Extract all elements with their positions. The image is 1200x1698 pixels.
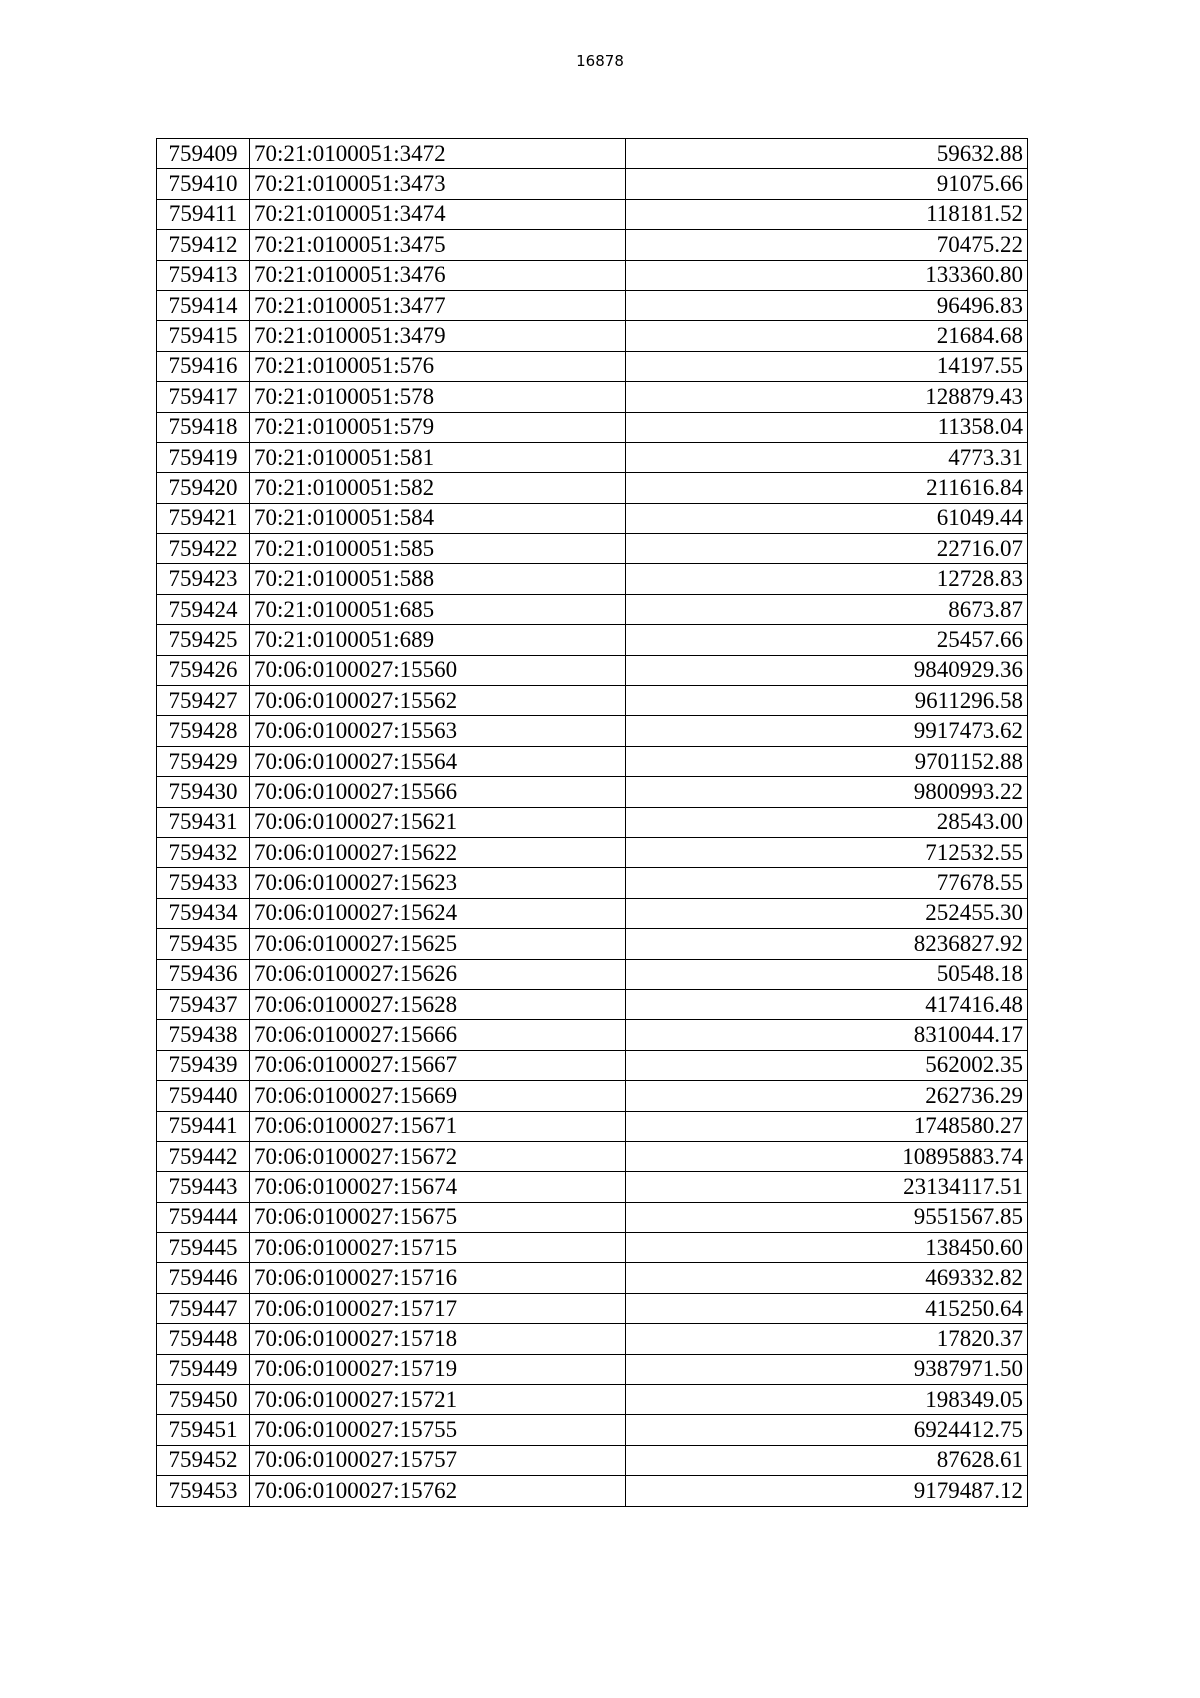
row-number-cell: 759446	[157, 1263, 250, 1293]
row-number-cell: 759440	[157, 1081, 250, 1111]
table-row	[157, 139, 1028, 169]
cadastral-number-cell: 70:21:0100051:3474	[250, 199, 626, 229]
cadastral-value-cell: 4773.31	[626, 442, 1028, 472]
table-row	[157, 564, 1028, 594]
row-number-cell: 759453	[157, 1476, 250, 1506]
row-number-cell: 759411	[157, 199, 250, 229]
cadastral-number-cell: 70:21:0100051:689	[250, 625, 626, 655]
table-row	[157, 746, 1028, 776]
table-row	[157, 351, 1028, 381]
cadastral-number-cell: 70:06:0100027:15757	[250, 1445, 626, 1475]
table-row	[157, 655, 1028, 685]
cadastral-value-cell: 21684.68	[626, 321, 1028, 351]
row-number-cell: 759421	[157, 503, 250, 533]
cadastral-value-cell: 9551567.85	[626, 1202, 1028, 1232]
cadastral-value-cell: 469332.82	[626, 1263, 1028, 1293]
cadastral-number-cell: 70:06:0100027:15762	[250, 1476, 626, 1506]
table-body	[157, 139, 1028, 1507]
cadastral-number-cell: 70:06:0100027:15721	[250, 1385, 626, 1415]
table-row	[157, 199, 1028, 229]
cadastral-value-cell: 22716.07	[626, 534, 1028, 564]
cadastral-value-cell: 8236827.92	[626, 929, 1028, 959]
row-number-cell: 759439	[157, 1050, 250, 1080]
cadastral-number-cell: 70:06:0100027:15671	[250, 1111, 626, 1141]
cadastral-value-cell: 1748580.27	[626, 1111, 1028, 1141]
row-number-cell: 759450	[157, 1385, 250, 1415]
cadastral-value-cell: 87628.61	[626, 1445, 1028, 1475]
cadastral-number-cell: 70:21:0100051:3472	[250, 139, 626, 169]
table-row	[157, 716, 1028, 746]
row-number-cell: 759442	[157, 1141, 250, 1171]
cadastral-number-cell: 70:21:0100051:3479	[250, 321, 626, 351]
cadastral-value-cell: 23134117.51	[626, 1172, 1028, 1202]
table-row	[157, 1141, 1028, 1171]
table-row	[157, 1111, 1028, 1141]
row-number-cell: 759441	[157, 1111, 250, 1141]
row-number-cell: 759423	[157, 564, 250, 594]
row-number-cell: 759424	[157, 594, 250, 624]
cadastral-number-cell: 70:06:0100027:15674	[250, 1172, 626, 1202]
cadastral-number-cell: 70:06:0100027:15715	[250, 1233, 626, 1263]
cadastral-value-cell: 133360.80	[626, 260, 1028, 290]
table-row	[157, 929, 1028, 959]
table-row	[157, 1476, 1028, 1506]
table-row	[157, 1354, 1028, 1384]
cadastral-number-cell: 70:06:0100027:15716	[250, 1263, 626, 1293]
cadastral-value-cell: 118181.52	[626, 199, 1028, 229]
table-row	[157, 169, 1028, 199]
cadastral-value-cell: 9701152.88	[626, 746, 1028, 776]
cadastral-number-cell: 70:21:0100051:588	[250, 564, 626, 594]
cadastral-value-cell: 61049.44	[626, 503, 1028, 533]
cadastral-value-cell: 50548.18	[626, 959, 1028, 989]
cadastral-value-cell: 77678.55	[626, 868, 1028, 898]
cadastral-number-cell: 70:06:0100027:15560	[250, 655, 626, 685]
table-row	[157, 534, 1028, 564]
cadastral-number-cell: 70:21:0100051:576	[250, 351, 626, 381]
table-row	[157, 1263, 1028, 1293]
cadastral-number-cell: 70:06:0100027:15621	[250, 807, 626, 837]
table-row	[157, 412, 1028, 442]
table-row	[157, 898, 1028, 928]
row-number-cell: 759444	[157, 1202, 250, 1232]
table-row	[157, 1415, 1028, 1445]
row-number-cell: 759433	[157, 868, 250, 898]
table-row	[157, 473, 1028, 503]
row-number-cell: 759427	[157, 686, 250, 716]
table-row	[157, 959, 1028, 989]
cadastral-value-cell: 70475.22	[626, 230, 1028, 260]
cadastral-value-cell: 138450.60	[626, 1233, 1028, 1263]
cadastral-value-cell: 25457.66	[626, 625, 1028, 655]
cadastral-number-cell: 70:06:0100027:15667	[250, 1050, 626, 1080]
cadastral-value-cell: 14197.55	[626, 351, 1028, 381]
cadastral-value-cell: 198349.05	[626, 1385, 1028, 1415]
cadastral-number-cell: 70:06:0100027:15623	[250, 868, 626, 898]
row-number-cell: 759428	[157, 716, 250, 746]
cadastral-number-cell: 70:06:0100027:15622	[250, 837, 626, 867]
table-row	[157, 1202, 1028, 1232]
row-number-cell: 759452	[157, 1445, 250, 1475]
table-row	[157, 321, 1028, 351]
cadastral-value-cell: 91075.66	[626, 169, 1028, 199]
cadastral-number-cell: 70:06:0100027:15666	[250, 1020, 626, 1050]
table-row	[157, 1324, 1028, 1354]
table-row	[157, 1050, 1028, 1080]
cadastral-value-cell: 17820.37	[626, 1324, 1028, 1354]
table-row	[157, 290, 1028, 320]
page-number: 16878	[576, 52, 624, 70]
cadastral-number-cell: 70:21:0100051:3476	[250, 260, 626, 290]
table-row	[157, 807, 1028, 837]
cadastral-number-cell: 70:06:0100027:15563	[250, 716, 626, 746]
table-row	[157, 594, 1028, 624]
cadastral-number-cell: 70:21:0100051:3477	[250, 290, 626, 320]
cadastral-number-cell: 70:06:0100027:15669	[250, 1081, 626, 1111]
row-number-cell: 759448	[157, 1324, 250, 1354]
cadastral-number-cell: 70:21:0100051:579	[250, 412, 626, 442]
cadastral-value-cell: 59632.88	[626, 139, 1028, 169]
cadastral-value-cell: 8673.87	[626, 594, 1028, 624]
row-number-cell: 759417	[157, 382, 250, 412]
row-number-cell: 759430	[157, 777, 250, 807]
row-number-cell: 759420	[157, 473, 250, 503]
cadastral-number-cell: 70:06:0100027:15625	[250, 929, 626, 959]
table-row	[157, 625, 1028, 655]
row-number-cell: 759432	[157, 837, 250, 867]
cadastral-value-cell: 28543.00	[626, 807, 1028, 837]
cadastral-value-cell: 11358.04	[626, 412, 1028, 442]
cadastral-number-cell: 70:06:0100027:15624	[250, 898, 626, 928]
table-row	[157, 837, 1028, 867]
table-row	[157, 230, 1028, 260]
cadastral-number-cell: 70:06:0100027:15564	[250, 746, 626, 776]
table-row	[157, 1293, 1028, 1323]
cadastral-value-cell: 9800993.22	[626, 777, 1028, 807]
cadastral-value-cell: 417416.48	[626, 989, 1028, 1019]
cadastral-value-cell: 8310044.17	[626, 1020, 1028, 1050]
row-number-cell: 759412	[157, 230, 250, 260]
row-number-cell: 759416	[157, 351, 250, 381]
row-number-cell: 759414	[157, 290, 250, 320]
table-row	[157, 989, 1028, 1019]
cadastral-value-cell: 712532.55	[626, 837, 1028, 867]
cadastral-number-cell: 70:21:0100051:3475	[250, 230, 626, 260]
cadastral-number-cell: 70:06:0100027:15566	[250, 777, 626, 807]
row-number-cell: 759426	[157, 655, 250, 685]
table-row	[157, 1385, 1028, 1415]
row-number-cell: 759436	[157, 959, 250, 989]
table-row	[157, 1445, 1028, 1475]
table-row	[157, 686, 1028, 716]
table-row	[157, 503, 1028, 533]
row-number-cell: 759413	[157, 260, 250, 290]
cadastral-number-cell: 70:21:0100051:685	[250, 594, 626, 624]
cadastral-number-cell: 70:06:0100027:15755	[250, 1415, 626, 1445]
row-number-cell: 759419	[157, 442, 250, 472]
table-row	[157, 260, 1028, 290]
cadastral-value-cell: 10895883.74	[626, 1141, 1028, 1171]
cadastral-value-cell: 211616.84	[626, 473, 1028, 503]
cadastral-value-cell: 9917473.62	[626, 716, 1028, 746]
table-row	[157, 382, 1028, 412]
row-number-cell: 759425	[157, 625, 250, 655]
cadastral-value-cell: 262736.29	[626, 1081, 1028, 1111]
table-row	[157, 777, 1028, 807]
row-number-cell: 759447	[157, 1293, 250, 1323]
row-number-cell: 759422	[157, 534, 250, 564]
table-row	[157, 1172, 1028, 1202]
row-number-cell: 759449	[157, 1354, 250, 1384]
cadastral-number-cell: 70:06:0100027:15675	[250, 1202, 626, 1232]
cadastral-value-cell: 9611296.58	[626, 686, 1028, 716]
row-number-cell: 759418	[157, 412, 250, 442]
cadastral-value-cell: 6924412.75	[626, 1415, 1028, 1445]
cadastral-number-cell: 70:06:0100027:15717	[250, 1293, 626, 1323]
row-number-cell: 759431	[157, 807, 250, 837]
row-number-cell: 759445	[157, 1233, 250, 1263]
row-number-cell: 759415	[157, 321, 250, 351]
cadastral-number-cell: 70:06:0100027:15562	[250, 686, 626, 716]
cadastral-number-cell: 70:06:0100027:15626	[250, 959, 626, 989]
cadastral-number-cell: 70:21:0100051:581	[250, 442, 626, 472]
cadastral-number-cell: 70:06:0100027:15672	[250, 1141, 626, 1171]
cadastral-number-cell: 70:21:0100051:3473	[250, 169, 626, 199]
table-row	[157, 1020, 1028, 1050]
row-number-cell: 759410	[157, 169, 250, 199]
row-number-cell: 759409	[157, 139, 250, 169]
cadastral-value-cell: 12728.83	[626, 564, 1028, 594]
row-number-cell: 759443	[157, 1172, 250, 1202]
cadastral-value-table	[156, 138, 1028, 1507]
cadastral-number-cell: 70:21:0100051:582	[250, 473, 626, 503]
cadastral-number-cell: 70:21:0100051:584	[250, 503, 626, 533]
row-number-cell: 759434	[157, 898, 250, 928]
cadastral-value-cell: 96496.83	[626, 290, 1028, 320]
cadastral-value-cell: 415250.64	[626, 1293, 1028, 1323]
cadastral-number-cell: 70:21:0100051:585	[250, 534, 626, 564]
cadastral-value-cell: 252455.30	[626, 898, 1028, 928]
cadastral-value-cell: 562002.35	[626, 1050, 1028, 1080]
table-row	[157, 442, 1028, 472]
cadastral-value-cell: 9179487.12	[626, 1476, 1028, 1506]
cadastral-number-cell: 70:06:0100027:15628	[250, 989, 626, 1019]
row-number-cell: 759437	[157, 989, 250, 1019]
row-number-cell: 759438	[157, 1020, 250, 1050]
cadastral-number-cell: 70:21:0100051:578	[250, 382, 626, 412]
cadastral-value-cell: 128879.43	[626, 382, 1028, 412]
row-number-cell: 759429	[157, 746, 250, 776]
cadastral-value-cell: 9840929.36	[626, 655, 1028, 685]
table-row	[157, 1233, 1028, 1263]
cadastral-number-cell: 70:06:0100027:15718	[250, 1324, 626, 1354]
table-row	[157, 1081, 1028, 1111]
cadastral-number-cell: 70:06:0100027:15719	[250, 1354, 626, 1384]
row-number-cell: 759451	[157, 1415, 250, 1445]
cadastral-value-cell: 9387971.50	[626, 1354, 1028, 1384]
row-number-cell: 759435	[157, 929, 250, 959]
table-row	[157, 868, 1028, 898]
